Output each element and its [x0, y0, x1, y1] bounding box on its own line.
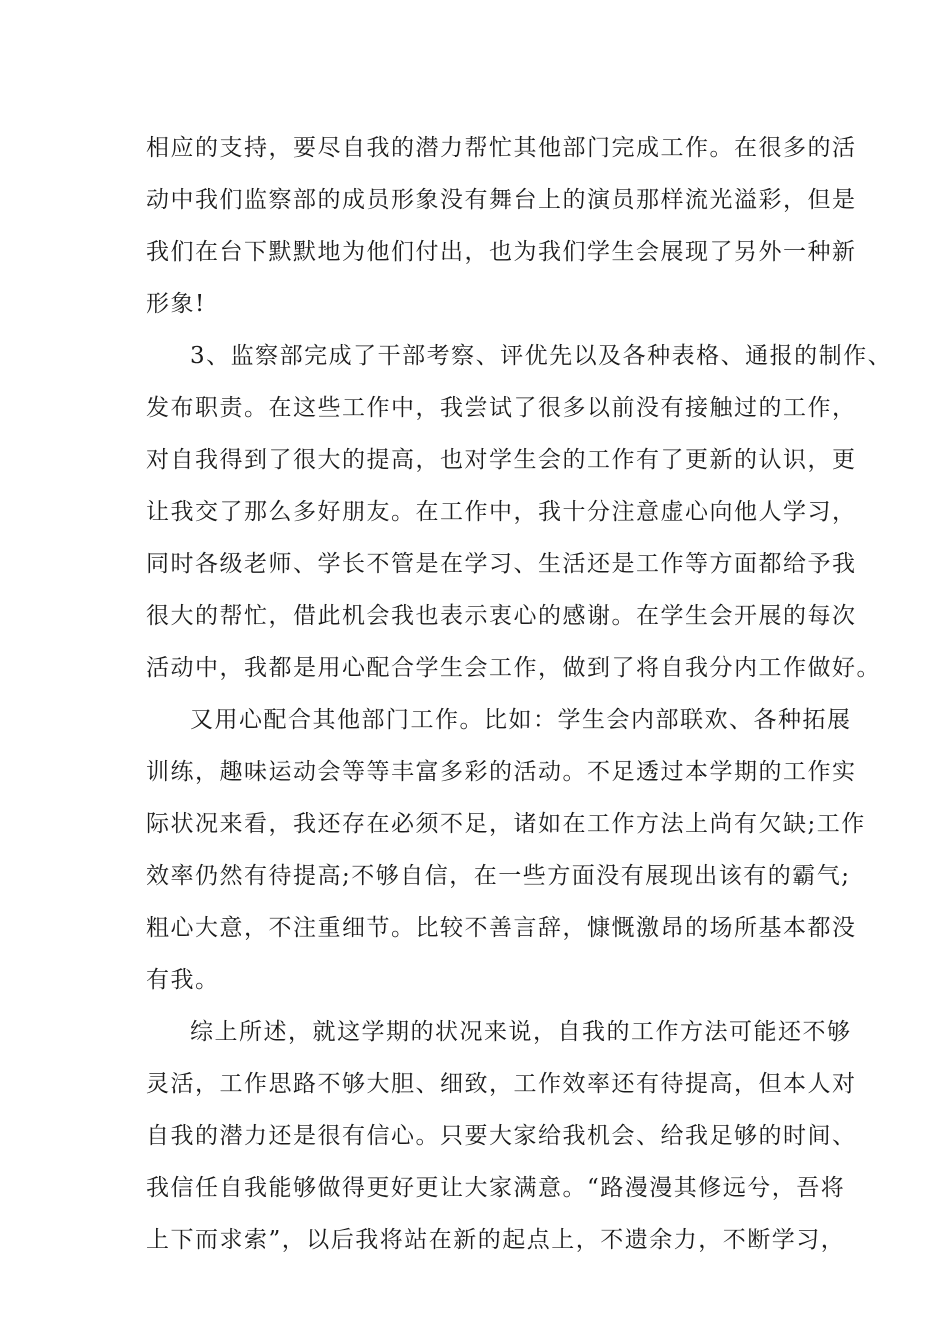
text-line: 相应的支持，要尽自我的潜力帮忙其他部门完成工作。在很多的活 — [146, 135, 857, 161]
text-line: 发布职责。在这些工作中，我尝试了很多以前没有接触过的工作， — [146, 395, 857, 421]
text-line: 我们在台下默默地为他们付出，也为我们学生会展现了另外一种新 — [146, 239, 857, 265]
text-line: 上下而求索”，以后我将站在新的起点上，不遗余力，不断学习， — [146, 1227, 846, 1253]
paragraph-start-line: 综上所述，就这学期的状况来说，自我的工作方法可能还不够 — [190, 1019, 852, 1045]
text-line: 同时各级老师、学长不管是在学习、生活还是工作等方面都给予我 — [146, 551, 857, 577]
text-line: 际状况来看，我还存在必须不足，诸如在工作方法上尚有欠缺;工作 — [146, 811, 866, 837]
paragraph-start-line: 又用心配合其他部门工作。比如：学生会内部联欢、各种拓展 — [190, 707, 852, 733]
text-line: 自我的潜力还是很有信心。只要大家给我机会、给我足够的时间、 — [146, 1123, 857, 1149]
text-line: 训练，趣味运动会等等丰富多彩的活动。不足透过本学期的工作实 — [146, 759, 857, 785]
text-line: 有我。 — [146, 967, 220, 993]
paragraph-start-line: 3、监察部完成了干部考察、评优先以及各种表格、通报的制作、 — [190, 343, 893, 369]
text-line: 活动中，我都是用心配合学生会工作，做到了将自我分内工作做好。 — [146, 655, 881, 681]
text-line: 效率仍然有待提高;不够自信，在一些方面没有展现出该有的霸气; — [146, 863, 851, 889]
text-line: 很大的帮忙，借此机会我也表示衷心的感谢。在学生会开展的每次 — [146, 603, 857, 629]
text-line: 对自我得到了很大的提高，也对学生会的工作有了更新的认识，更 — [146, 447, 857, 473]
text-line: 我信任自我能够做得更好更让大家满意。“路漫漫其修远兮，吾将 — [146, 1175, 846, 1201]
text-line: 灵活，工作思路不够大胆、细致，工作效率还有待提高，但本人对 — [146, 1071, 857, 1097]
text-line: 粗心大意，不注重细节。比较不善言辞，慷慨激昂的场所基本都没 — [146, 915, 857, 941]
text-line: 动中我们监察部的成员形象没有舞台上的演员那样流光溢彩，但是 — [146, 187, 857, 213]
text-line: 让我交了那么多好朋友。在工作中，我十分注意虚心向他人学习， — [146, 499, 857, 525]
text-line: 形象! — [146, 291, 206, 317]
